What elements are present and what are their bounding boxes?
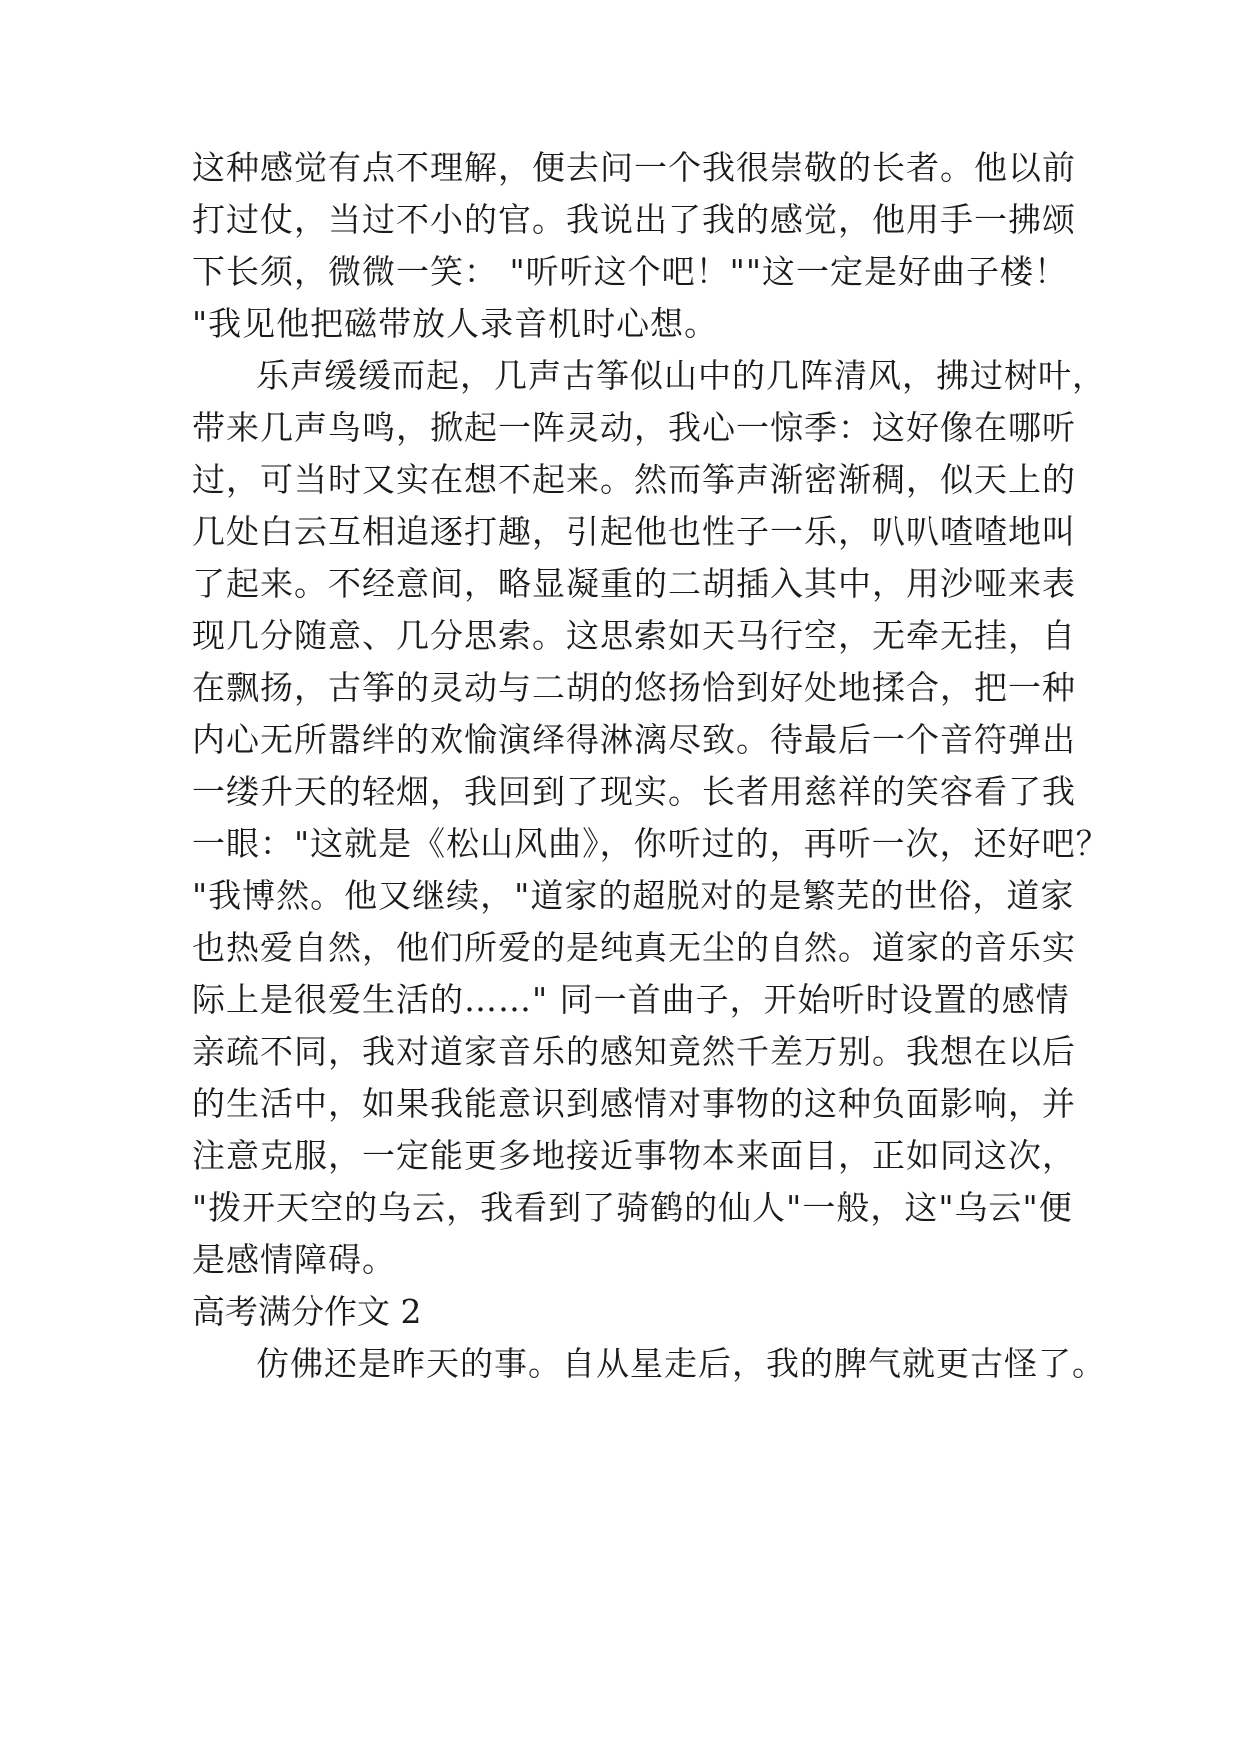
paragraph-line: 的生活中，如果我能意识到感情对事物的这种负面影响，并 [192,1084,1076,1123]
paragraph-line: 一眼："这就是《松山风曲》，你听过的，再听一次，还好吧？ [192,824,1110,863]
paragraph-line: 内心无所嚣绊的欢愉演绎得淋漓尽致。待最后一个音符弹出 [192,720,1076,759]
paragraph-line: "拨开天空的乌云，我看到了骑鹤的仙人"一般，这"乌云"便 [192,1188,1073,1227]
paragraph-line: "我博然。他又继续，"道家的超脱对的是繁芜的世俗，道家 [192,876,1075,915]
paragraph-line: 仿佛还是昨天的事。自从星走后，我的脾气就更古怪了。 [256,1344,1106,1383]
paragraph-line: 了起来。不经意间，略显凝重的二胡插入其中，用沙哑来表 [192,564,1076,603]
paragraph-line: 注意克服，一定能更多地接近事物本来面目，正如同这次， [192,1136,1076,1175]
paragraph-line: 在飘扬，古筝的灵动与二胡的悠扬恰到好处地揉合，把一种 [192,668,1076,707]
paragraph-line: 亲疏不同，我对道家音乐的感知竟然千差万别。我想在以后 [192,1032,1076,1071]
paragraph-line: 这种感觉有点不理解，便去问一个我很崇敬的长者。他以前 [192,148,1076,187]
paragraph-line: 乐声缓缓而起，几声古筝似山中的几阵清风，拂过树叶， [256,356,1106,395]
paragraph-line: "我见他把磁带放人录音机时心想。 [192,304,719,343]
paragraph-line: 打过仗，当过不小的官。我说出了我的感觉，他用手一拂颂 [192,200,1076,239]
paragraph-line: 几处白云互相追逐打趣，引起他也性子一乐，叭叭喳喳地叫 [192,512,1076,551]
paragraph-line: 一缕升天的轻烟，我回到了现实。长者用慈祥的笑容看了我 [192,772,1076,811]
paragraph-line: 下长须，微微一笑： "听听这个吧！""这一定是好曲子楼！ [192,252,1069,291]
section-heading: 高考满分作文 2 [192,1292,422,1331]
paragraph-line: 也热爱自然，他们所爱的是纯真无尘的自然。道家的音乐实 [192,928,1076,967]
paragraph-line: 际上是很爱生活的……" 同一首曲子，开始听时设置的感情 [192,980,1070,1019]
paragraph-line: 带来几声鸟鸣，掀起一阵灵动，我心一惊季：这好像在哪听 [192,408,1076,447]
paragraph-line: 是感情障碍。 [192,1240,396,1279]
paragraph-line: 现几分随意、几分思索。这思索如天马行空，无牵无挂，自 [192,616,1076,655]
paragraph-line: 过，可当时又实在想不起来。然而筝声渐密渐稠，似天上的 [192,460,1076,499]
